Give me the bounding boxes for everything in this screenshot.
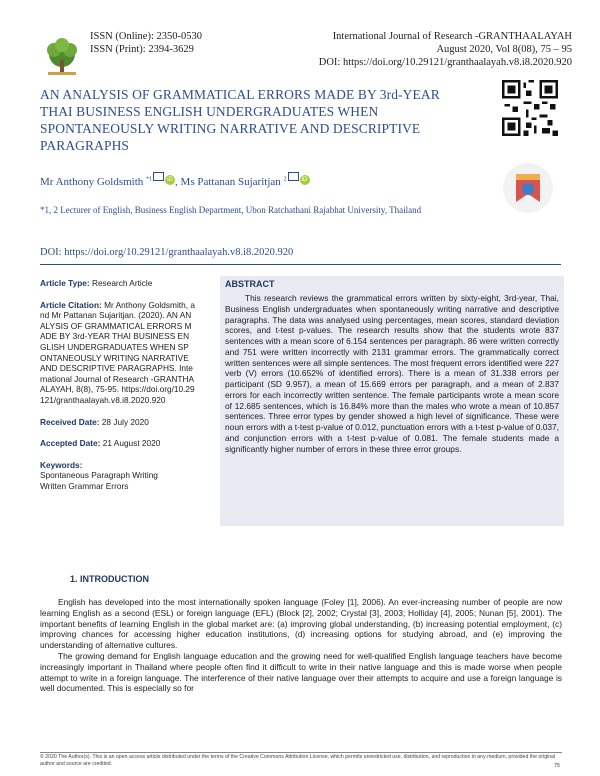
section-heading: 1. INTRODUCTION	[70, 574, 150, 584]
abstract-text: This research reviews the grammatical errors written by sixty-eight, 3rd-year, Thai, Business English undergraduates when spontaneously writing narrative and descriptive paragraphs. The data was analysed using percentages, mean scores, standard deviation scores, and t-test p-values. The research results show that the students wrote 837 sentences with a mean score of 6.154 sentences per paragraph. 86 were written correctly and 751 were written incorrectly with 2131 grammar errors. The grammatically correct written sentences were all simple sentences. The most frequent errors identified were 227 verb (V) errors (10.652% of identified errors). There is a mean of 31.338 errors per participant (SD 9.957), a mean of 15.669 errors per paragraph, and a mean of 2.837 errors for each incorrectly written sentence. The female participants wrote a mean score of 12.685 sentences, which is 16.84% more than the males who wrote a mean of 10.857 sentences. Three error types by gender showed a high level of significance. These were noun errors with a t-test p-value of 0.012, punctuation errors with a t-test p-value of 0.037, and conjunction errors with a t-test p-value of 0.081. The female students made a significantly higher number of errors in these three error groups.	[225, 293, 559, 454]
author-1-mark: *1	[146, 176, 153, 183]
authors-line	[40, 176, 310, 189]
article-citation	[40, 300, 195, 406]
author-1[interactable]: Mr Anthony Goldsmith	[40, 176, 144, 188]
paragraph: English has developed into the most internationally spoken language (Foley [1], 2006). An ever-increasing number of people are now learning English as a second (ESL) or foreign language (EFL) (Block [2], 2002; Crystal [3], 2003; Holliday [4], 2005; Nunan [5], 2001). The important benefits of learning English in the global market are: (a) improving global understanding, (b) increasing potential employment, (c) improving chances for accessing higher education institutions, (d) increasing options for studying abroad, and (e) improving the understanding of alternative cultures.	[40, 597, 562, 651]
journal-doi[interactable]: DOI: https://doi.org/10.29121/granthaalayah.v8.i8.2020.920	[318, 57, 572, 68]
issn-print: ISSN (Print): 2394-3629	[90, 44, 194, 55]
journal-info	[319, 30, 572, 69]
abstract-heading: ABSTRACT	[225, 279, 275, 289]
keywords	[40, 460, 195, 492]
article-type	[40, 278, 195, 289]
doi-link[interactable]: DOI: https://doi.org/10.29121/granthaalayah.v8.i8.2020.920	[40, 247, 294, 258]
divider	[40, 264, 561, 265]
license-footer: © 2020 The Author(s). This is an open access article distributed under the terms of the Creative Commons Attribution License, which permits unrestricted use, distribution, and reproduction in any medium, provided the original author and source are credited.	[40, 754, 556, 767]
citation-value: Mr Anthony Goldsmith, and Mr Pattanan Sujaritjan. (2020). AN ANALYSIS OF GRAMMATICAL ERRORS MADE BY 3rd-YEAR THAI BUSINESS ENGLISH UNDERGRADUATES WHEN SPONTANEOUSLY WRITING NARRATIVE AND DESCRIPTIVE PARAGRAPHS. International Journal of Research -GRANTHAALAYAH, 8(8), 75-95. https://doi.org/10.29121/granthaalayah.v8.i8.2020.920	[40, 299, 195, 405]
keywords-label: Keywords:	[40, 459, 83, 470]
qr-code-icon[interactable]	[502, 80, 558, 136]
page-number: 75	[553, 763, 560, 769]
keyword: Spontaneous Paragraph Writing	[40, 470, 158, 481]
article-type-label: Article Type:	[40, 278, 90, 288]
author-2[interactable]: Ms Pattanan Sujaritjan	[180, 176, 281, 188]
issn-block	[90, 30, 202, 56]
author-separator: ,	[175, 176, 181, 188]
footer-divider	[40, 752, 562, 753]
orcid-icon[interactable]: iD	[300, 175, 310, 185]
journal-name: International Journal of Research -GRANTHAALAYAH	[332, 31, 572, 42]
accepted-label: Accepted Date:	[40, 438, 101, 449]
issn-online: ISSN (Online): 2350-0530	[90, 31, 202, 42]
author-2-mark: 2	[283, 176, 287, 183]
journal-issue: August 2020, Vol 8(08), 75 – 95	[436, 44, 572, 55]
email-icon[interactable]	[153, 172, 164, 181]
journal-logo-icon	[40, 36, 84, 80]
accepted-value: 21 August 2020	[102, 438, 161, 449]
received-label: Received Date:	[40, 416, 100, 427]
article-type-value: Research Article	[91, 278, 153, 288]
orcid-icon[interactable]: iD	[165, 175, 175, 185]
accepted-date	[40, 438, 195, 449]
introduction-body	[40, 597, 562, 694]
affiliation: *1, 2 Lecturer of English, Business English Department, Ubon Ratchathani Rajabhat University, Thailand	[40, 205, 422, 215]
email-icon[interactable]	[288, 172, 299, 181]
paper-title: AN ANALYSIS OF GRAMMATICAL ERRORS MADE BY 3rd-YEAR THAI BUSINESS ENGLISH UNDERGRADUATES WHEN SPONTANEOUSLY WRITING NARRATIVE AND DESCRIPTIVE PARAGRAPHS	[40, 87, 440, 153]
keyword: Written Grammar Errors	[40, 480, 129, 491]
received-value: 28 July 2020	[101, 416, 149, 427]
paragraph: The growing demand for English language education and the growing need for well-qualified English language teachers have become increasingly important in Thailand where people often find it difficult to write in their native language and this is made worse when people attempt to write in a foreign language. The interference of their native language over their attempts to acquire and use a foreign language is well documented. This is especially so for	[40, 650, 562, 694]
citation-label: Article Citation:	[40, 299, 102, 310]
article-info-column	[40, 278, 195, 492]
received-date	[40, 417, 195, 428]
